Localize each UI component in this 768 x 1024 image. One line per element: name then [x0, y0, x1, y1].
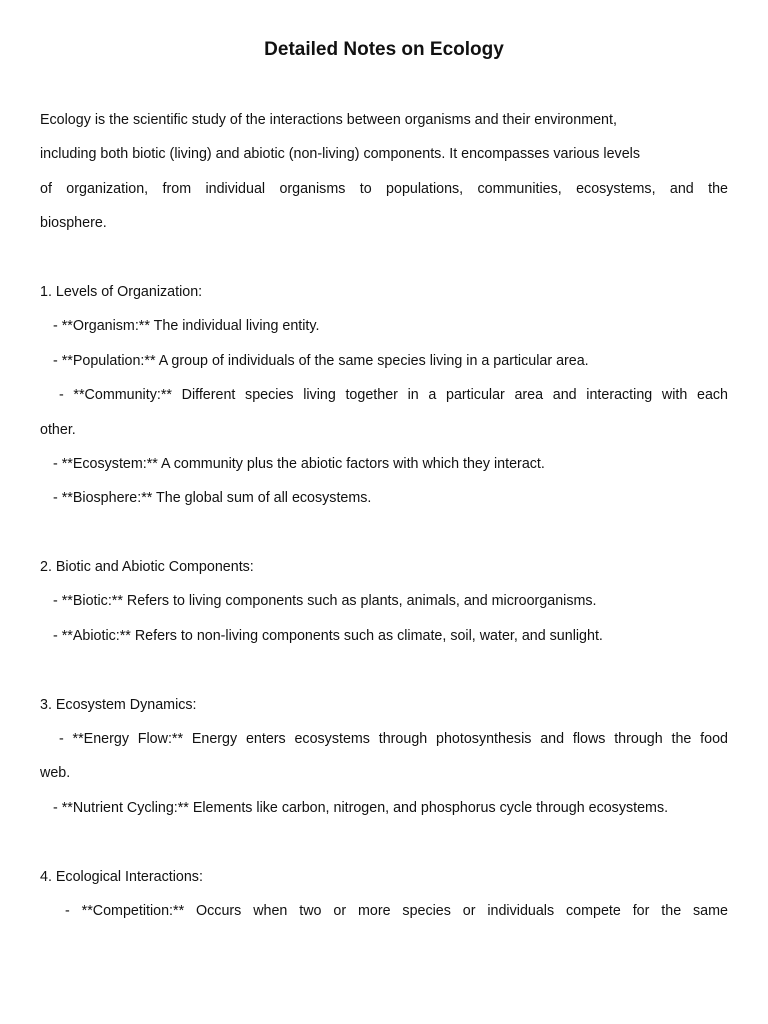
section-ecosystem-dynamics [40, 688, 728, 826]
list-item: - **Population:** A group of individuals of the same species living in a particular area. [53, 352, 589, 369]
section-heading: 2. Biotic and Abiotic Components: [40, 559, 254, 576]
section-heading: 1. Levels of Organization: [40, 283, 203, 300]
list-item: - **Community:** Different species living together in a particular area and interacting with each [59, 387, 728, 404]
page-title: Detailed Notes on Ecology [264, 39, 504, 60]
list-item: - **Abiotic:** Refers to non-living components such as climate, soil, water, and sunlight. [53, 627, 603, 644]
list-item: - **Biosphere:** The global sum of all ecosystems. [53, 490, 372, 507]
list-item: - **Competition:** Occurs when two or more species or individuals compete for the same [65, 902, 728, 919]
document-body [40, 103, 728, 928]
section-heading: 3. Ecosystem Dynamics: [40, 696, 197, 713]
text-line: including both biotic (living) and abiotic (non-living) components. It encompasses various levels [40, 146, 640, 163]
text-line: biosphere. [40, 215, 107, 232]
section-biotic-abiotic [40, 550, 728, 653]
text-line: of organization, from individual organisms to populations, communities, ecosystems, and the [40, 180, 728, 197]
list-item: - **Ecosystem:** A community plus the abiotic factors with which they interact. [53, 455, 545, 472]
list-item: - **Nutrient Cycling:** Elements like carbon, nitrogen, and phosphorus cycle through ecosystems. [53, 799, 669, 816]
list-item: - **Organism:** The individual living entity. [53, 318, 320, 335]
list-item-continuation: web. [40, 765, 71, 782]
section-levels-of-organization [40, 275, 728, 516]
list-item: - **Biotic:** Refers to living components such as plants, animals, and microorganisms. [53, 593, 597, 610]
list-item-continuation: other. [40, 421, 76, 438]
section-ecological-interactions [40, 860, 728, 929]
intro-paragraph [40, 103, 728, 241]
list-item: - **Energy Flow:** Energy enters ecosystems through photosynthesis and flows through the food [59, 731, 728, 748]
section-heading: 4. Ecological Interactions: [40, 868, 203, 885]
text-line: Ecology is the scientific study of the interactions between organisms and their environment, [40, 112, 617, 128]
